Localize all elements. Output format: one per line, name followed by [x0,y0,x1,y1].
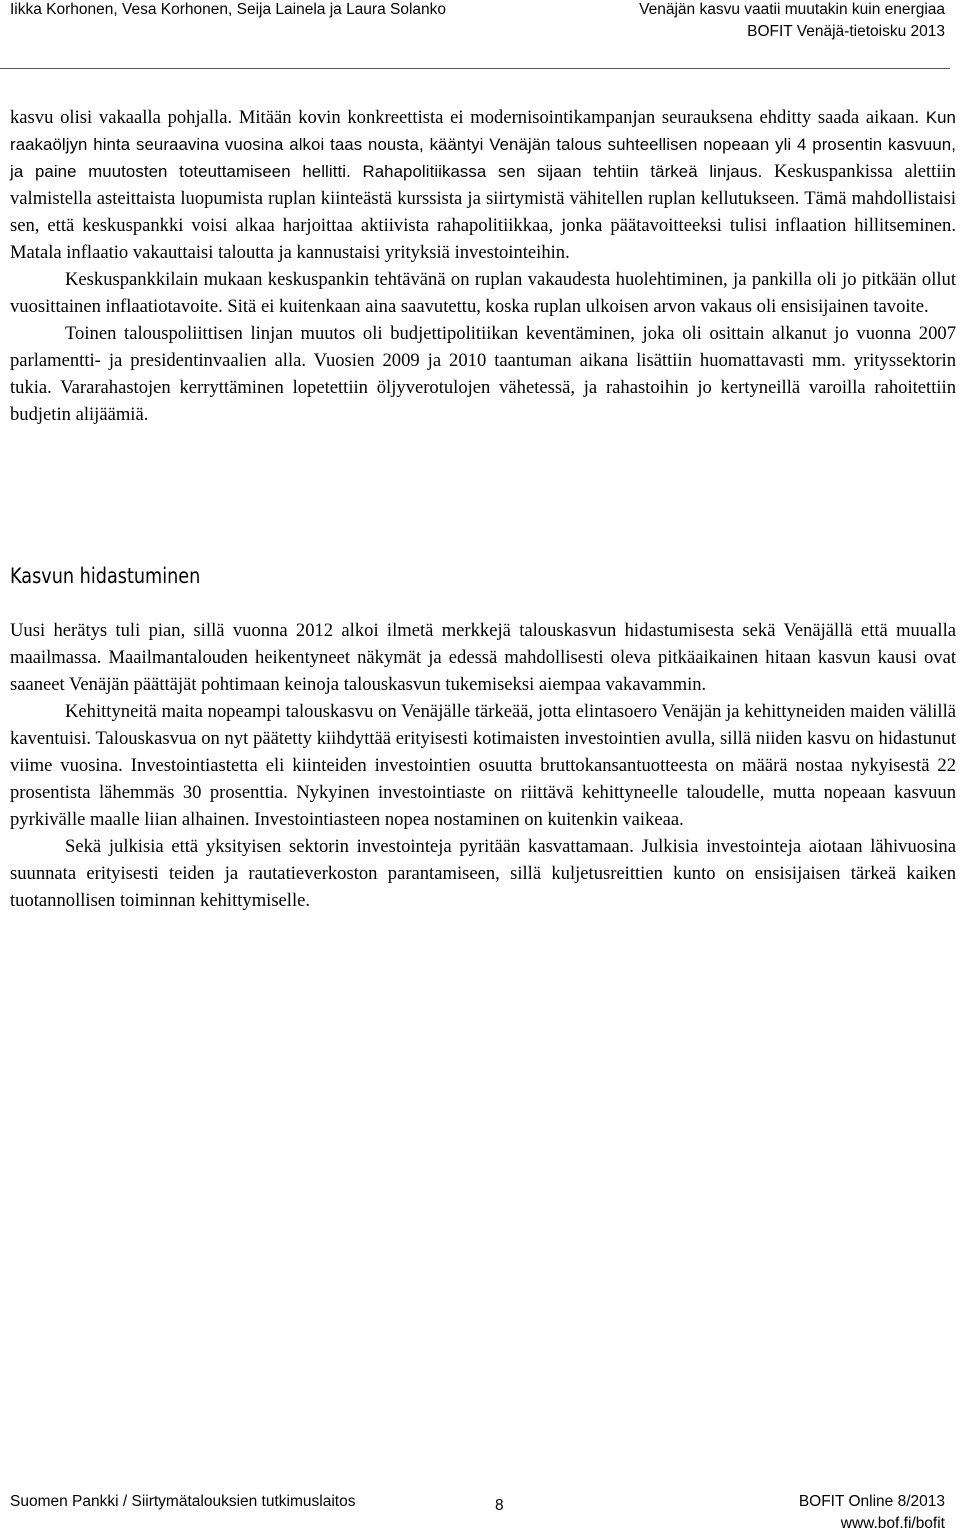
paragraph-1 [10,104,956,266]
paragraph-1-part-a: kasvu olisi vakaalla pohjalla. Mitään kovin konkreettista ei modernisointikampanjan seurauksena ehditty saada aikaan. [10,107,926,128]
paragraph-5: Kehittyneitä maita nopeampi talouskasvu on Venäjälle tärkeää, jotta elintasoero Venäjän ja kehittyneiden maiden välillä kaventuisi. Talouskasvua on nyt päätetty kiihdyttää erityisesti kotimaisten investointien avulla, sillä niiden kasvu on hidastunut viime vuosina. Investointiastetta eli kiinteiden investointien osuutta bruttokansantuotteesta on määrä nostaa nykyisestä 22 prosentista lähemmäs 30 prosenttia. Nykyinen investointiaste on riittävä kehittyneelle taloudelle, mutta nopeaan kasvuun pyrkivälle maalle liian alhainen. Investointiasteen nopea nostaminen on kuitenkin vaikeaa. [10,701,956,830]
paragraph-1-part-b: Kun raakaöljyn hinta seuraavina vuosina alkoi taas nousta, kääntyi Venäjän talous suhteellisen nopeaan yli 4 prosentin kasvuun, ja paine muutosten toteuttamiseen hellitti. Rahapolitiikassa sen sijaan tehtiin tärkeä linjaus. [10,108,956,181]
section-heading: Kasvun hidastuminen [10,564,201,588]
header-series: BOFIT Venäjä-tietoisku 2013 [747,23,945,40]
body-section-1 [10,104,956,428]
page-number: 8 [495,1497,504,1514]
paragraph-6: Sekä julkisia että yksityisen sektorin investointeja pyritään kasvattamaan. Julkisia investointeja aiotaan lähivuosina suunnata erityisesti teiden ja rautatieverkoston parantamiseen, sillä kuljetusreittien kunto on ensisijaisen tärkeä kaiken tuotannollisen toiminnan kehittymiselle. [10,836,956,911]
footer-url[interactable]: www.bof.fi/bofit [840,1515,945,1532]
paragraph-3: Toinen talouspoliittisen linjan muutos oli budjettipolitiikan keventäminen, joka oli osittain alkanut jo vuonna 2007 parlamentti- ja presidentinvaalien alla. Vuosien 2009 ja 2010 taantuman aikana lisättiin huomattavasti mm. yrityssektorin tukia. Vararahastojen kerryttäminen lopetettiin öljyverotulojen vähetessä, ja rahastoihin jo kertyneillä varoilla rahoitettiin budjetin alijäämiä. [10,323,956,425]
footer-publisher: Suomen Pankki / Siirtymätalouksien tutkimuslaitos [10,1493,356,1510]
header-divider [0,68,950,69]
header-article-title: Venäjän kasvu vaatii muutakin kuin energiaa [639,1,945,18]
paragraph-2: Keskuspankkilain mukaan keskuspankin tehtävänä on ruplan vakaudesta huolehtiminen, ja pankilla oli jo pitkään ollut vuosittainen inflaatiotavoite. Sitä ei kuitenkaan aina saavutettu, koska ruplan ulkoisen arvon vakaus oli ensisijainen tavoite. [10,269,956,317]
paragraph-4: Uusi herätys tuli pian, sillä vuonna 2012 alkoi ilmetä merkkejä talouskasvun hidastumisesta sekä Venäjällä että muualla maailmassa. Maailmantalouden heikentyneet näkymät ja edessä mahdollisesti oleva pitkäaikainen hitaan kasvun kausi ovat saaneet Venäjän päättäjät pohtimaan keinoja talouskasvun tukemiseksi aiempaa vakavammin. [10,620,956,695]
paragraph-1-part-c: Keskuspankissa alettiin valmistella asteittaista luopumista ruplan kiinteästä kurssista ja siirtymistä vähitellen ruplan kellutukseen. Tämä mahdollistaisi sen, että keskuspankki voisi alkaa harjoittaa aktiivista rahapolitiikkaa, jonka päätavoitteeksi tulisi inflaation hillitseminen. Matala inflaatio vakauttaisi taloutta ja kannustaisi yrityksiä investointeihin. [10,161,956,263]
header-authors: Iikka Korhonen, Vesa Korhonen, Seija Lainela ja Laura Solanko [10,1,447,18]
footer-issue: BOFIT Online 8/2013 [798,1493,945,1510]
body-section-2 [10,617,956,914]
